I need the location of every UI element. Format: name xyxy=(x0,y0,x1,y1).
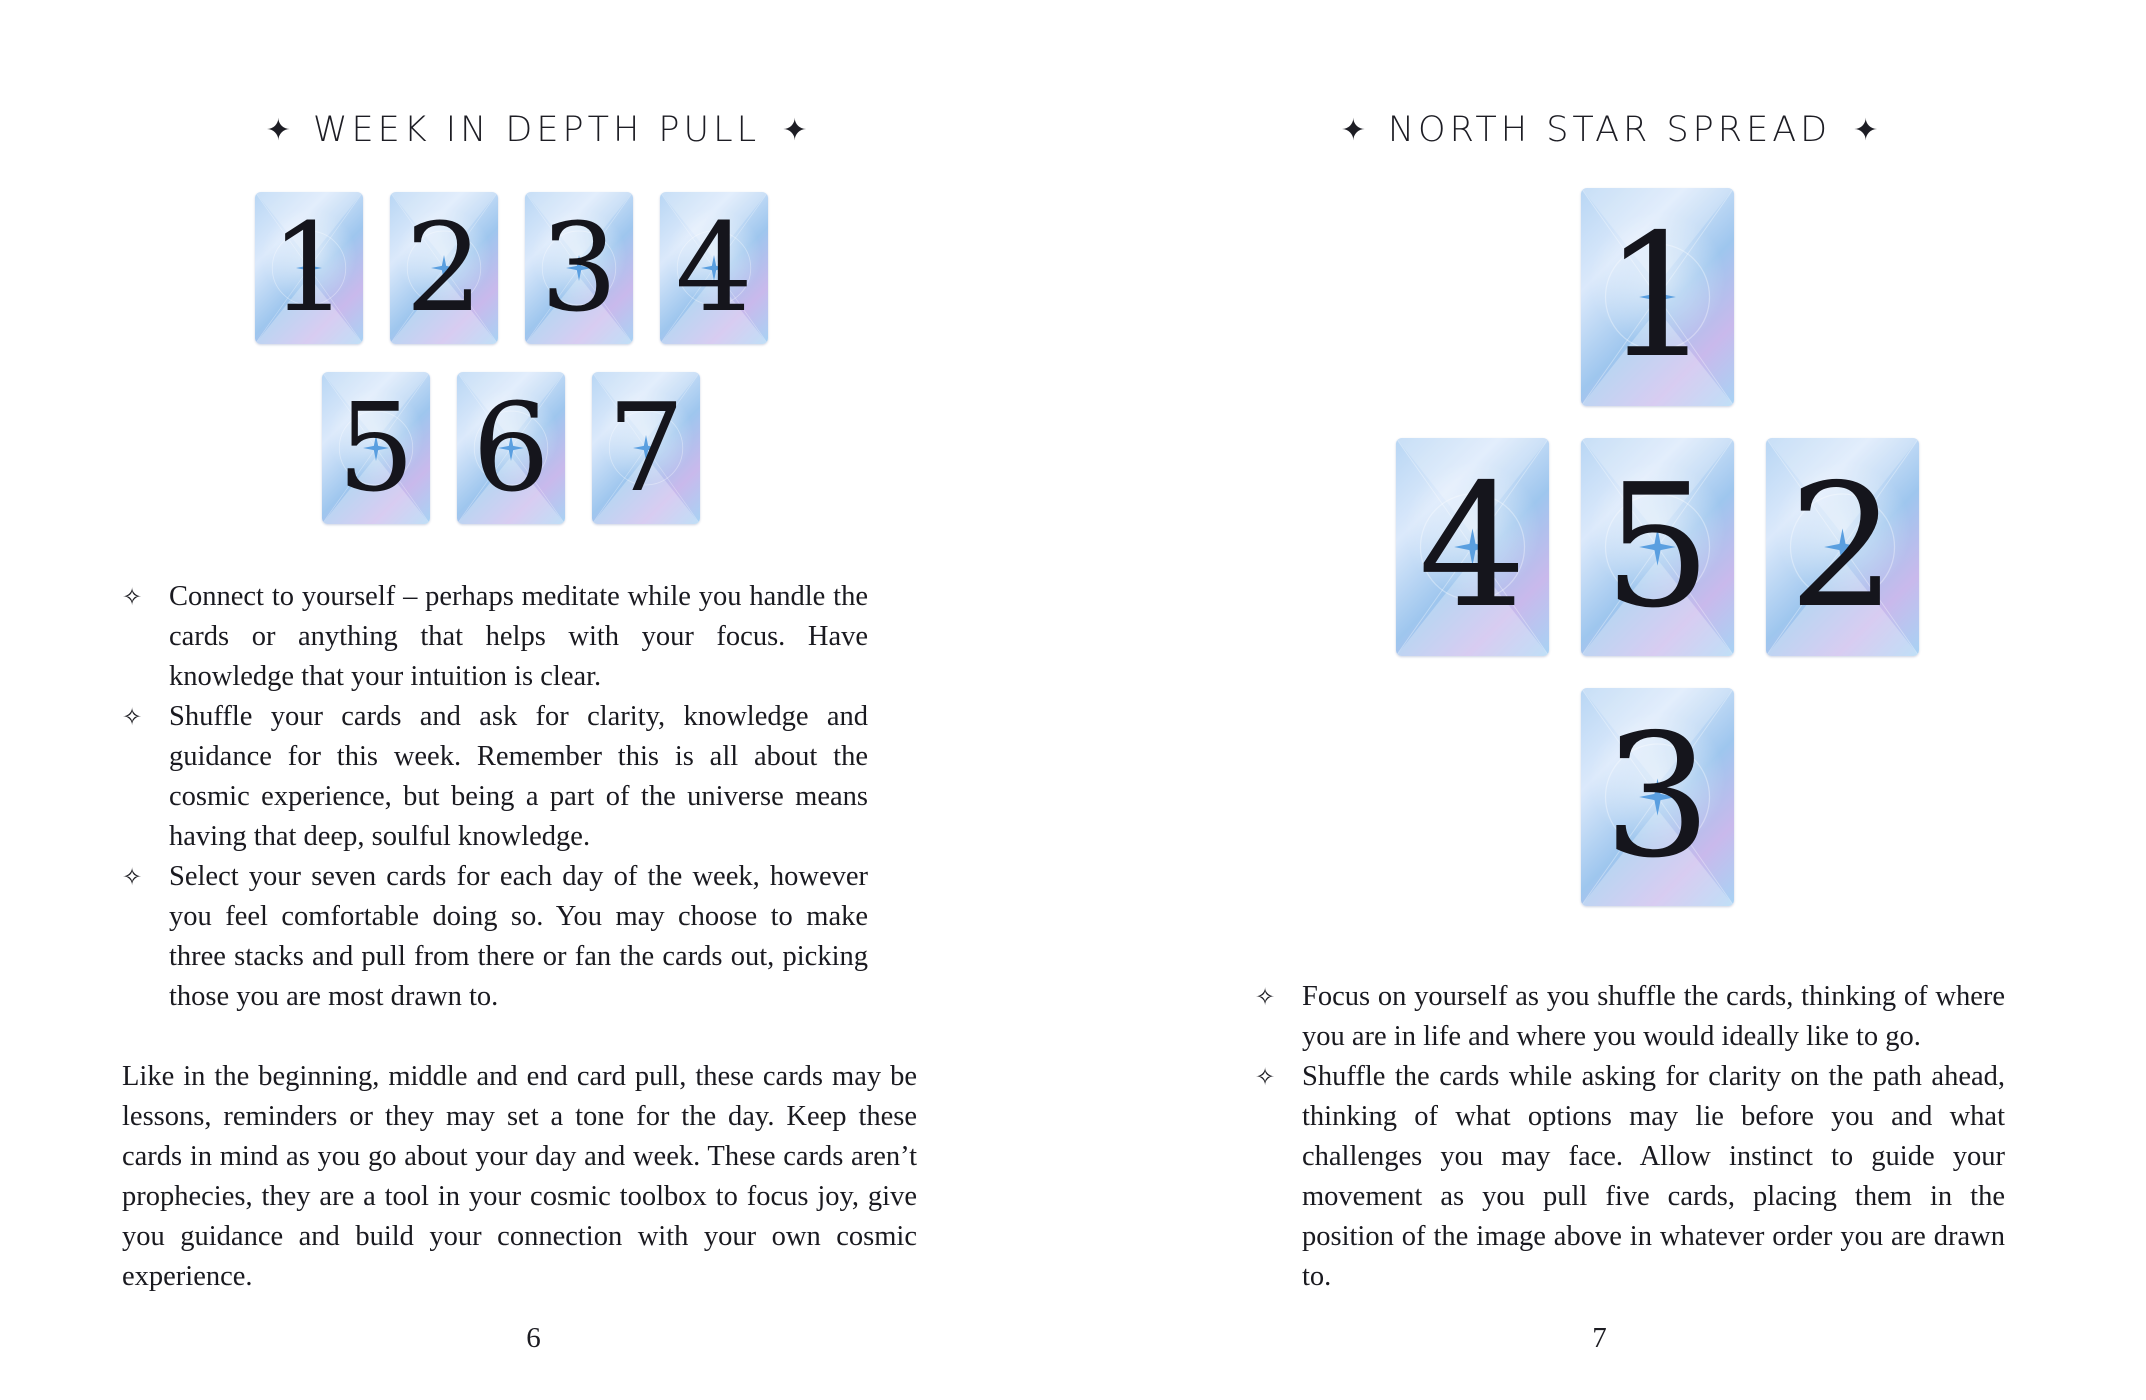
four-pointed-star-outline-icon: ✧ xyxy=(122,703,143,731)
list-item xyxy=(1255,977,2005,1057)
list-item-text: Shuffle the cards while asking for clarity on the path ahead, thinking of what options may lie before you and what challenges you may face. Allow instinct to guide your movement as you pull five cards, placing them in the position of the image above in whatever order you are drawn to. xyxy=(1302,1061,2005,1292)
four-pointed-star-outline-icon: ✧ xyxy=(122,583,143,611)
card-number: 4 xyxy=(1418,448,1527,646)
four-pointed-star-outline-icon: ✧ xyxy=(1255,983,1276,1011)
tarot-card xyxy=(1766,438,1919,656)
right-page xyxy=(1073,0,2146,1400)
page-number: 7 xyxy=(1592,1322,1607,1354)
list-item xyxy=(122,577,868,697)
list-item xyxy=(122,697,868,857)
tarot-card xyxy=(592,372,700,524)
card-number: 3 xyxy=(540,197,618,339)
card-number: 3 xyxy=(1603,698,1712,896)
tarot-card xyxy=(1396,438,1549,656)
section-title-week-in-depth-pull xyxy=(0,104,1073,156)
four-pointed-star-icon: ✦ xyxy=(1853,112,1879,148)
tarot-card xyxy=(457,372,565,524)
four-pointed-star-outline-icon: ✧ xyxy=(122,863,143,891)
four-pointed-star-icon: ✦ xyxy=(782,112,808,148)
body-paragraph: Like in the beginning, middle and end card pull, these cards may be lessons, reminders or they may set a tone for the day. Keep these cards in mind as you go about your day and week. These cards aren’t prophecies, they are a tool in your cosmic toolbox to focus joy, give you guidance and build your connection with your own cosmic experience. xyxy=(122,1061,917,1292)
section-title-north-star-spread xyxy=(1073,104,2146,156)
four-pointed-star-outline-icon: ✧ xyxy=(1255,1063,1276,1091)
tarot-card xyxy=(660,192,768,344)
card-number: 5 xyxy=(1603,448,1712,646)
card-number: 5 xyxy=(337,377,415,519)
card-number: 6 xyxy=(472,377,550,519)
tarot-card xyxy=(390,192,498,344)
title-text: NORTH STAR SPREAD xyxy=(1387,110,1832,150)
tarot-card xyxy=(1581,188,1734,406)
card-number: 1 xyxy=(1603,198,1712,396)
list-item xyxy=(122,857,868,1017)
tarot-card xyxy=(1581,688,1734,906)
card-number: 4 xyxy=(675,197,753,339)
list-item xyxy=(1255,1057,2005,1297)
card-number: 7 xyxy=(607,377,685,519)
list-item-text: Shuffle your cards and ask for clarity, knowledge and guidance for this week. Remember this is all about the cosmic experience, but being a part of the universe means having that deep, soulful knowledge. xyxy=(169,701,868,852)
list-item-text: Focus on yourself as you shuffle the cards, thinking of where you are in life and where you would ideally like to go. xyxy=(1302,981,2005,1052)
list-item-text: Connect to yourself – perhaps meditate while you handle the cards or anything that helps with your focus. Have knowledge that your intuition is clear. xyxy=(169,581,868,692)
list-item-text: Select your seven cards for each day of the week, however you feel comfortable doing so. You may choose to make three stacks and pull from there or fan the cards out, picking those you are most drawn to. xyxy=(169,861,868,1012)
card-number: 1 xyxy=(270,197,348,339)
title-text: WEEK IN DEPTH PULL xyxy=(312,110,761,150)
tarot-card xyxy=(322,372,430,524)
tarot-card xyxy=(255,192,363,344)
tarot-card xyxy=(1581,438,1734,656)
card-number: 2 xyxy=(1788,448,1897,646)
page-number: 6 xyxy=(526,1322,541,1354)
tarot-card xyxy=(525,192,633,344)
card-number: 2 xyxy=(405,197,483,339)
instruction-list xyxy=(1255,977,2005,1297)
four-pointed-star-icon: ✦ xyxy=(1340,112,1366,148)
instruction-list xyxy=(122,577,868,1017)
four-pointed-star-icon: ✦ xyxy=(265,112,291,148)
